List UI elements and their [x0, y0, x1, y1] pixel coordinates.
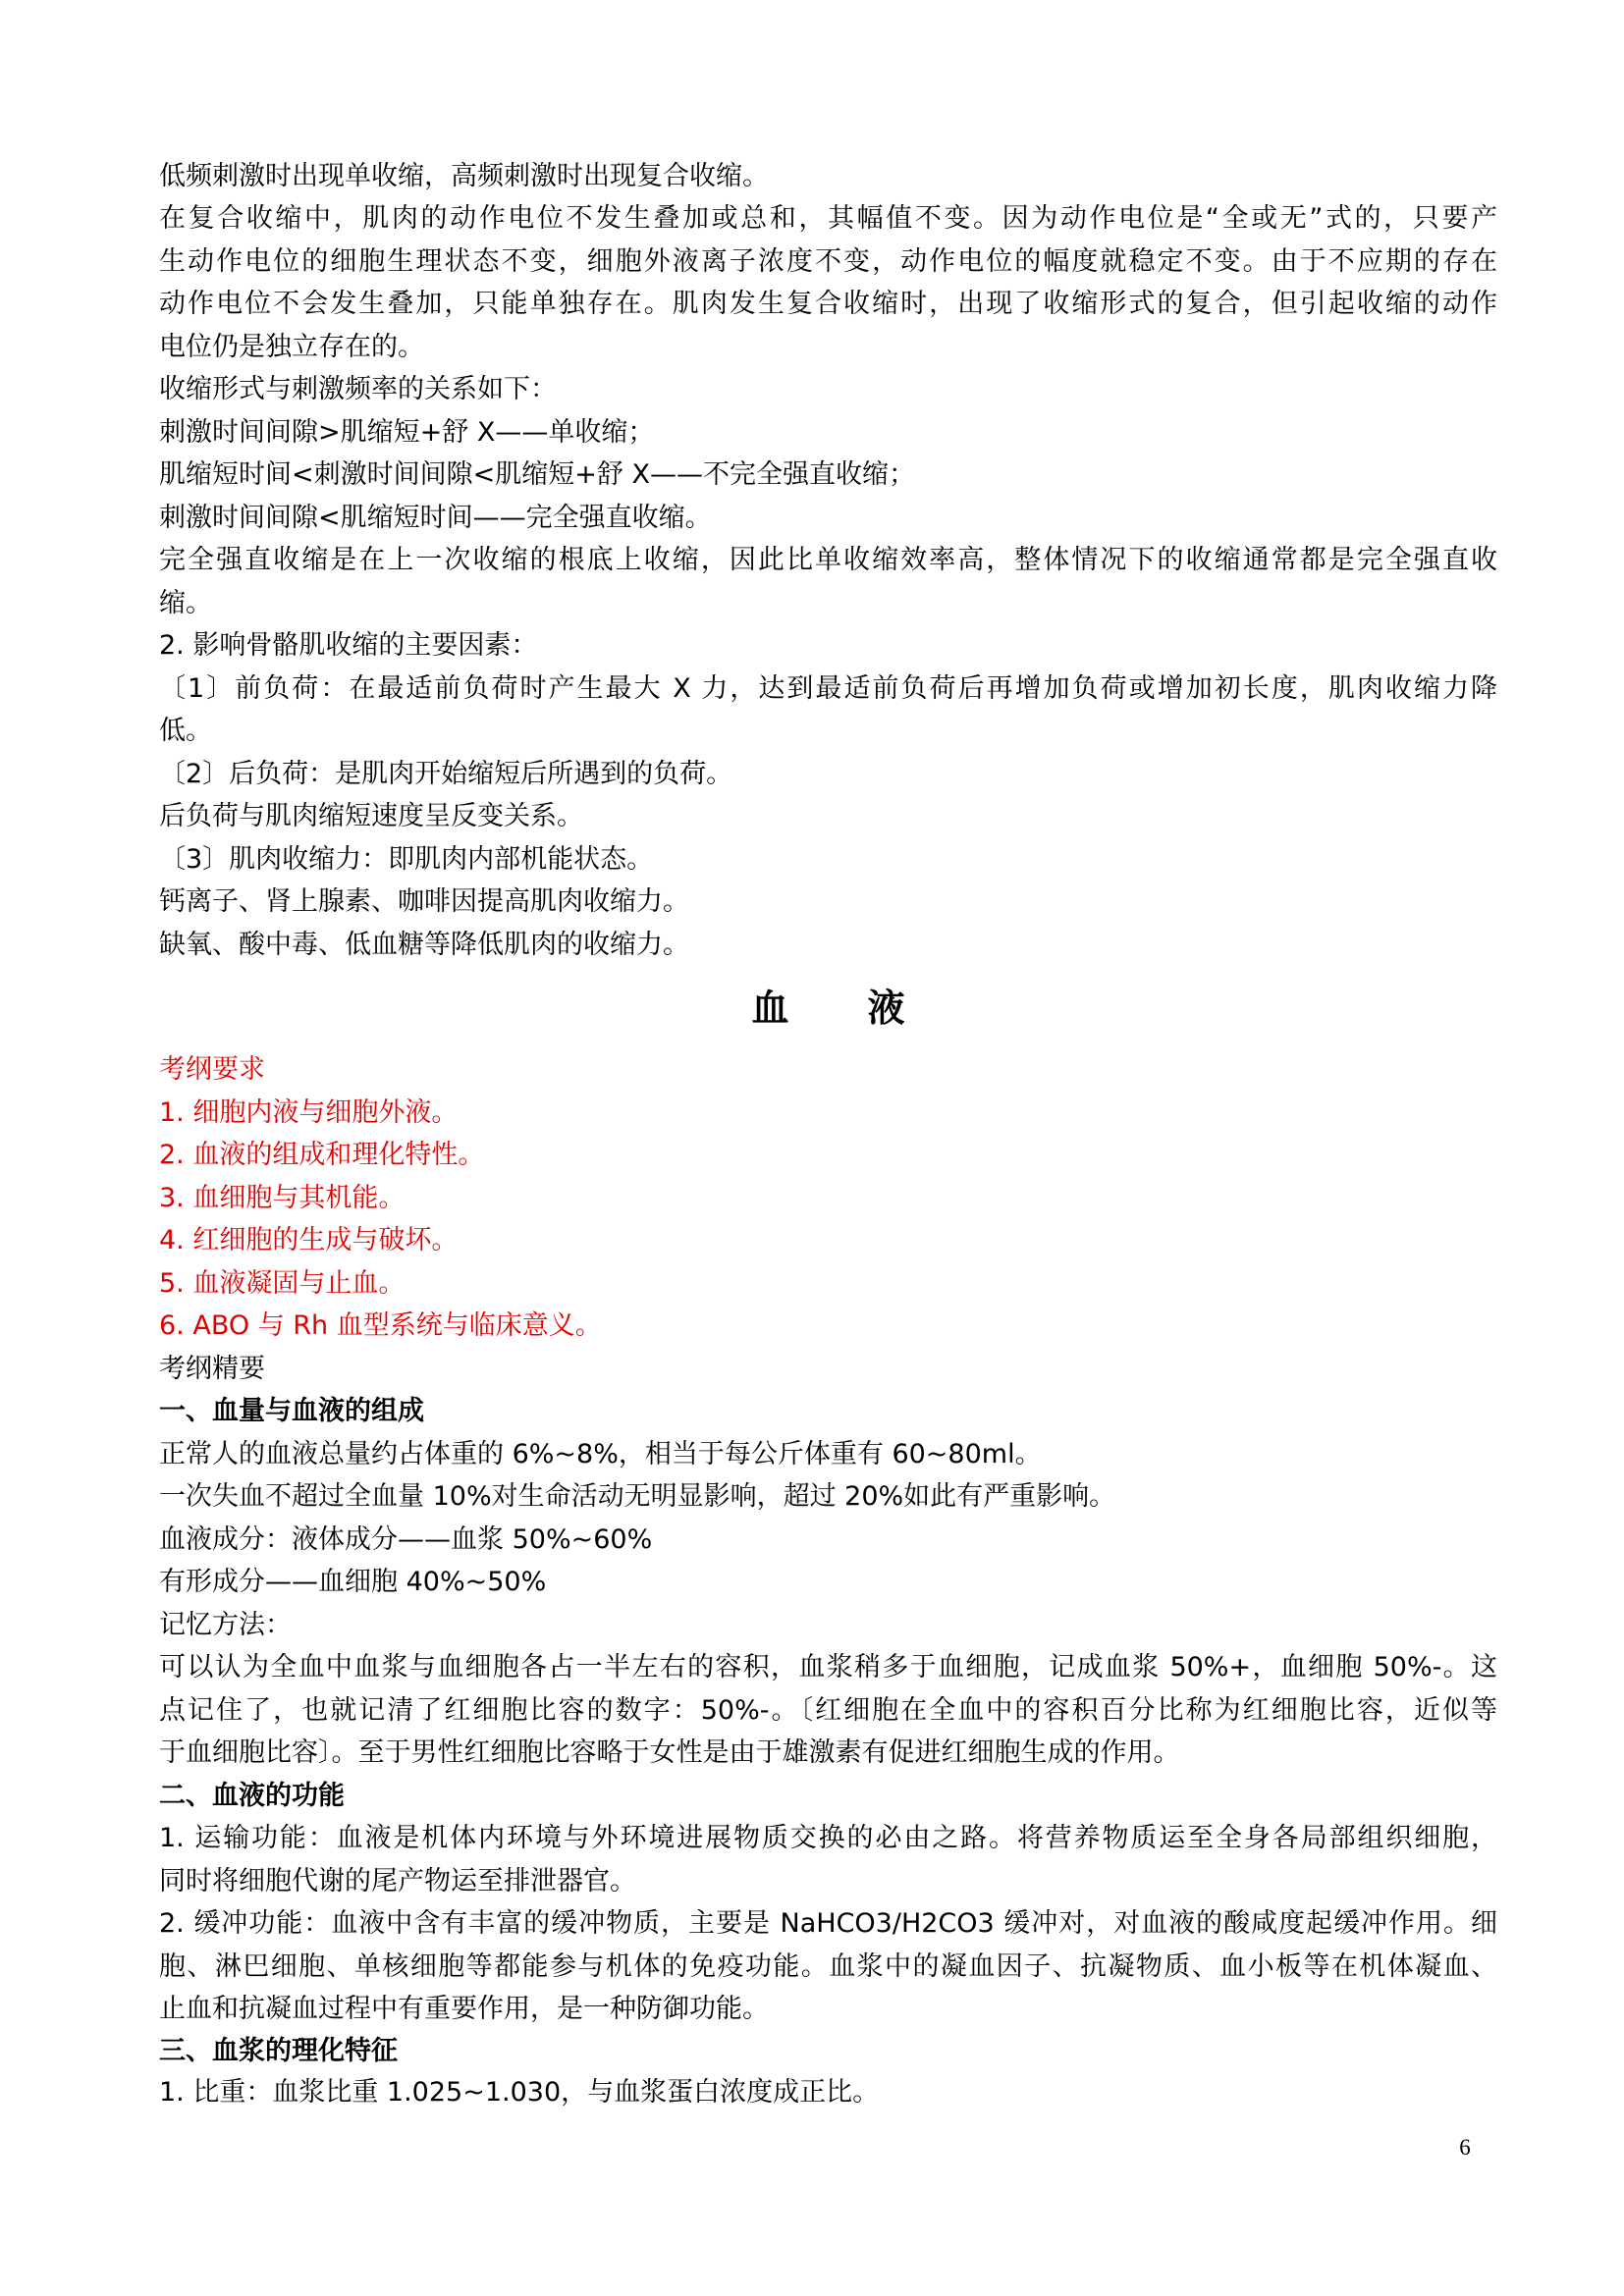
syllabus-item: 5. 血液凝固与止血。 [159, 1268, 406, 1299]
paragraph-line: 2. 影响骨骼肌收缩的主要因素： [159, 630, 538, 661]
paragraph-line: 完全强直收缩是在上一次收缩的根底上收缩，因此比单收缩效率高，整体情况下的收缩通常都是完全强直收 [159, 545, 1497, 575]
paragraph-line: 收缩形式与刺激频率的关系如下： [159, 374, 557, 404]
chapter-title [159, 985, 1497, 1032]
paragraph-line: 一次失血不超过全血量 10%对生命活动无明显影响，超过 20%如此有严重影响。 [159, 1481, 1116, 1512]
paragraph-line: 胞、淋巴细胞、单核细胞等都能参与机体的免疫功能。血浆中的凝血因子、抗凝物质、血小板等在机体凝血、 [159, 1951, 1497, 1982]
paragraph-line: 〔2〕后负荷：是肌肉开始缩短后所遇到的负荷。 [159, 759, 733, 789]
paragraph-line: 同时将细胞代谢的尾产物运至排泄器官。 [159, 1866, 636, 1896]
paragraph-line: 〔3〕肌肉收缩力：即肌肉内部机能状态。 [159, 844, 654, 875]
paragraph-line: 1. 运输功能：血液是机体内环境与外环境进展物质交换的必由之路。将营养物质运至全身各局部组织细胞， [159, 1823, 1497, 1853]
paragraph-line: 1. 比重：血浆比重 1.025~1.030，与血浆蛋白浓度成正比。 [159, 2077, 880, 2108]
syllabus-item: 3. 血细胞与其机能。 [159, 1183, 406, 1213]
section-heading: 三、血浆的理化特征 [159, 2036, 398, 2066]
paragraph-line: 可以认为全血中血浆与血细胞各占一半左右的容积，血浆稍多于血细胞，记成血浆 50%+，血细胞 50%-。这 [159, 1652, 1497, 1682]
paragraph-line: 肌缩短时间<刺激时间间隙<肌缩短+舒 X——不完全强直收缩； [159, 459, 915, 490]
paragraph-line: 动作电位不会发生叠加，只能单独存在。肌肉发生复合收缩时，出现了收缩形式的复合，但引起收缩的动作 [159, 289, 1497, 319]
paragraph-line: 缺氧、酸中毒、低血糖等降低肌肉的收缩力。 [159, 930, 689, 960]
paragraph-line: 止血和抗凝血过程中有重要作用，是一种防御功能。 [159, 1994, 769, 2024]
paragraph-line: 在复合收缩中，肌肉的动作电位不发生叠加或总和，其幅值不变。因为动作电位是“全或无”式的，只要产 [159, 203, 1497, 234]
paragraph-line: 点记住了，也就记清了红细胞比容的数字：50%-。〔红细胞在全血中的容积百分比称为红细胞比容，近似等 [159, 1695, 1497, 1726]
paragraph-line: 缩。 [159, 588, 212, 618]
paragraph-line: 刺激时间间隙>肌缩短+舒 X——单收缩； [159, 417, 655, 448]
paragraph-line: 后负荷与肌肉缩短速度呈反变关系。 [159, 801, 583, 831]
paragraph-line: 低频刺激时出现单收缩，高频刺激时出现复合收缩。 [159, 161, 769, 191]
paragraph-line: 记忆方法： [159, 1610, 292, 1640]
paragraph-line: 低。 [159, 716, 212, 746]
paragraph-line: 于血细胞比容〕。至于男性红细胞比容略于女性是由于雄激素有促进红细胞生成的作用。 [159, 1737, 1180, 1768]
paragraph-line: 刺激时间间隙<肌缩短时间——完全强直收缩。 [159, 503, 712, 533]
paragraph-line: 钙离子、肾上腺素、咖啡因提高肌肉收缩力。 [159, 886, 689, 917]
paragraph-line: 2. 缓冲功能：血液中含有丰富的缓冲物质，主要是 NaHCO3/H2CO3 缓冲对，对血液的酸咸度起缓冲作用。细 [159, 1908, 1497, 1939]
syllabus-item: 4. 红细胞的生成与破坏。 [159, 1225, 459, 1255]
syllabus-heading: 考纲要求 [159, 1054, 265, 1085]
paragraph-line: 有形成分——血细胞 40%~50% [159, 1567, 547, 1597]
syllabus-item: 2. 血液的组成和理化特性。 [159, 1140, 485, 1170]
chapter-title-char: 液 [867, 987, 905, 1030]
paragraph-line: 生动作电位的细胞生理状态不变，细胞外液离子浓度不变，动作电位的幅度就稳定不变。由于不应期的存在 [159, 246, 1497, 277]
paragraph-line: 〔1〕前负荷：在最适前负荷时产生最大 X 力，达到最适前负荷后再增加负荷或增加初长度，肌肉收缩力降 [159, 673, 1497, 704]
paragraph-line: 电位仍是独立存在的。 [159, 332, 424, 362]
paragraph-line: 血液成分：液体成分——血浆 50%~60% [159, 1524, 653, 1555]
syllabus-item: 6. ABO 与 Rh 血型系统与临床意义。 [159, 1310, 602, 1341]
section-heading: 二、血液的功能 [159, 1781, 345, 1811]
summary-heading: 考纲精要 [159, 1354, 265, 1384]
page-number: 6 [1459, 2135, 1471, 2160]
chapter-title-char: 血 [751, 987, 789, 1030]
section-heading: 一、血量与血液的组成 [159, 1396, 424, 1426]
syllabus-item: 1. 细胞内液与细胞外液。 [159, 1097, 459, 1128]
paragraph-line: 正常人的血液总量约占体重的 6%~8%，相当于每公斤体重有 60~80ml。 [159, 1439, 1042, 1469]
